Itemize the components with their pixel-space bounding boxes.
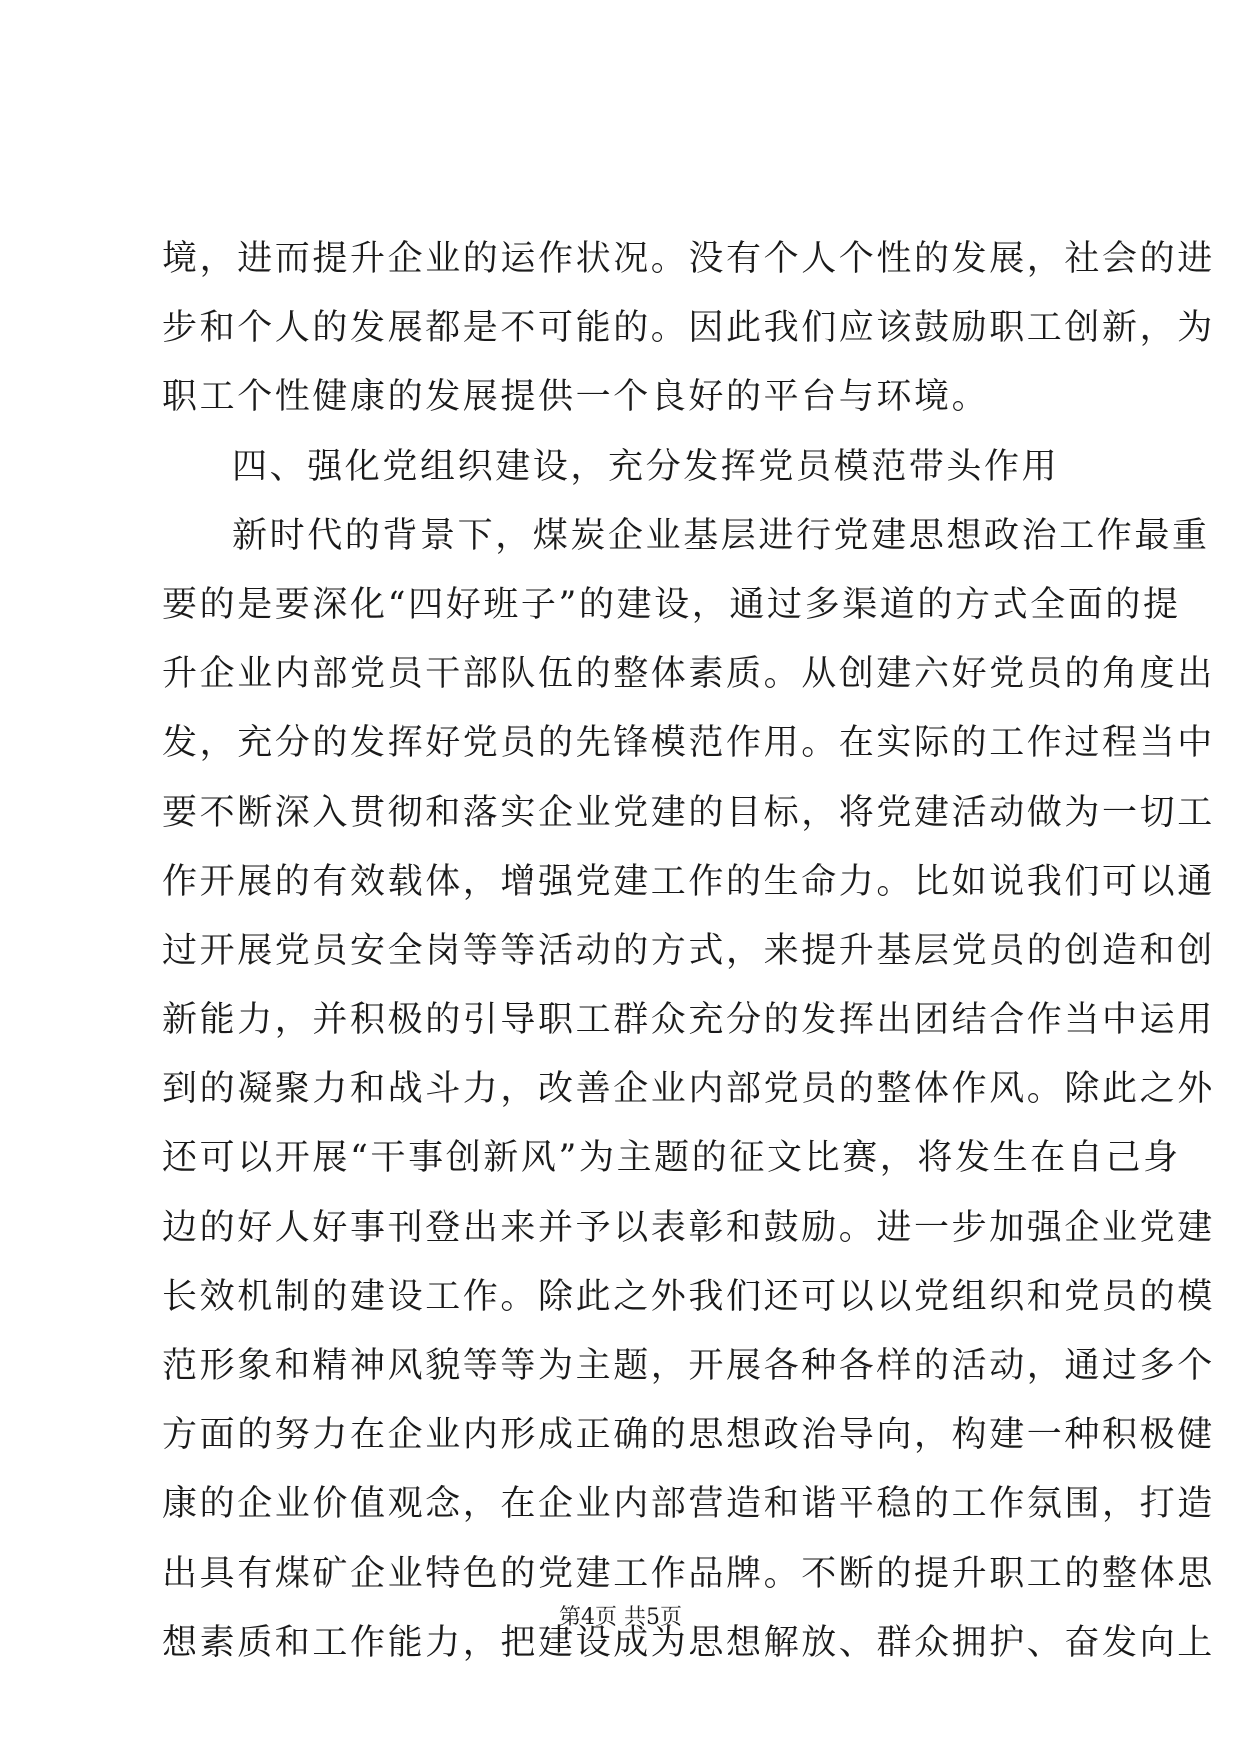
text-line: 出具有煤矿企业特色的党建工作品牌。不断的提升职工的整体思	[162, 1553, 1215, 1594]
text-line: 康的企业价值观念，在企业内部营造和谐平稳的工作氛围，打造	[162, 1484, 1215, 1525]
section-heading: 四、强化党组织建设，充分发挥党员模范带头作用	[232, 446, 1060, 487]
text-line: 方面的努力在企业内形成正确的思想政治导向，构建一种积极健	[162, 1415, 1215, 1456]
text-line: 新能力，并积极的引导职工群众充分的发挥出团结合作当中运用	[162, 1000, 1215, 1041]
text-line: 发，充分的发挥好党员的先锋模范作用。在实际的工作过程当中	[162, 723, 1215, 764]
text-line: 边的好人好事刊登出来并予以表彰和鼓励。进一步加强企业党建	[162, 1207, 1215, 1248]
text-line: 想素质和工作能力，把建设成为思想解放、群众拥护、奋发向上	[162, 1622, 1215, 1663]
text-line: 作开展的有效载体，增强党建工作的生命力。比如说我们可以通	[162, 861, 1215, 902]
text-line: 职工个性健康的发展提供一个良好的平台与环境。	[162, 377, 990, 418]
text-line: 步和个人的发展都是不可能的。因此我们应该鼓励职工创新，为	[162, 308, 1215, 349]
text-line: 新时代的背景下，煤炭企业基层进行党建思想政治工作最重	[232, 515, 1210, 556]
text-line: 到的凝聚力和战斗力，改善企业内部党员的整体作风。除此之外	[162, 1069, 1215, 1110]
text-line: 境，进而提升企业的运作状况。没有个人个性的发展，社会的进	[162, 239, 1215, 279]
text-line: 范形象和精神风貌等等为主题，开展各种各样的活动，通过多个	[162, 1346, 1215, 1386]
page-number-footer: 第4页 共5页	[559, 1605, 682, 1630]
text-line: 长效机制的建设工作。除此之外我们还可以以党组织和党员的模	[162, 1276, 1215, 1317]
text-line: 还可以开展“干事创新风”为主题的征文比赛，将发生在自己身	[162, 1138, 1181, 1179]
text-line: 要不断深入贯彻和落实企业党建的目标，将党建活动做为一切工	[162, 792, 1215, 833]
text-line: 过开展党员安全岗等等活动的方式，来提升基层党员的创造和创	[162, 930, 1215, 971]
body-text	[162, 225, 1215, 1678]
text-line: 要的是要深化“四好班子”的建设，通过多渠道的方式全面的提	[162, 584, 1181, 625]
text-line: 升企业内部党员干部队伍的整体素质。从创建六好党员的角度出	[162, 654, 1215, 695]
